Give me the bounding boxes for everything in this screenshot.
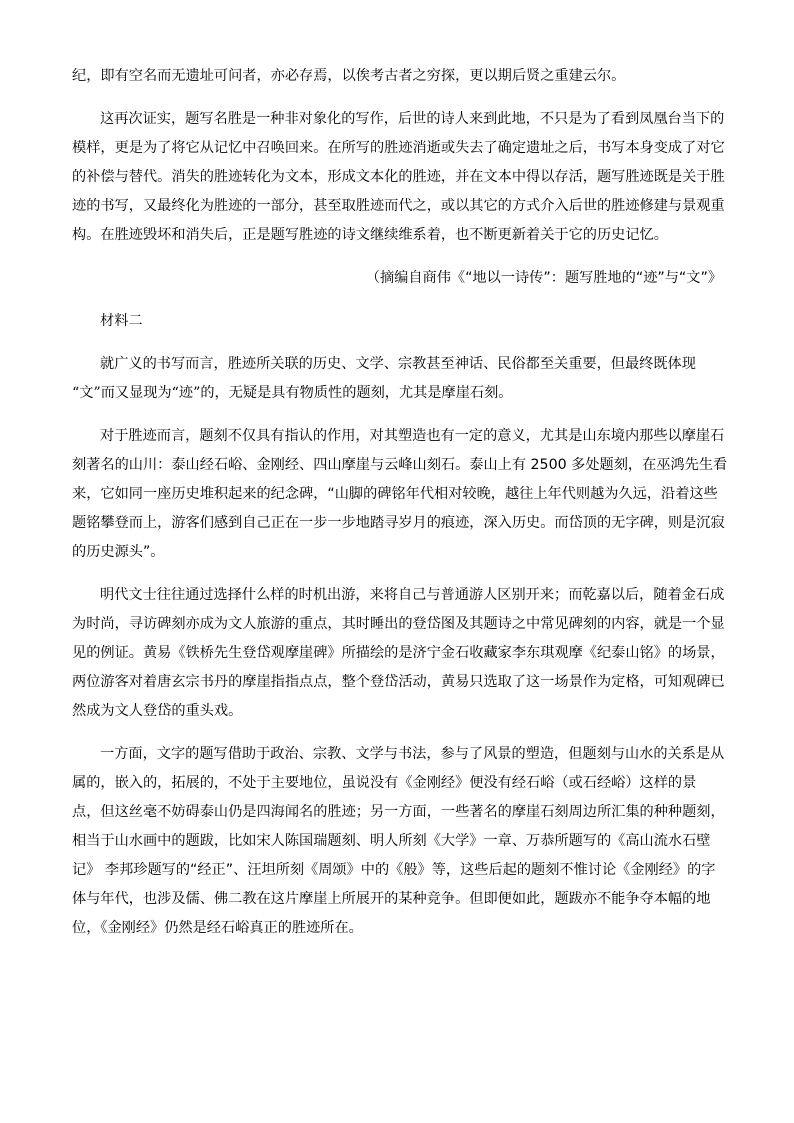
- text-line: 见的例证。黄易《铁桥先生登岱观摩崖碑》所描绘的是济宁金石收藏家李东琪观摩《纪泰山铭》的场景，: [72, 645, 725, 661]
- citation-line: （摘编自商伟《“地以一诗传”：题写胜地的“迹”与“文”》: [365, 270, 722, 286]
- text-line: 为时尚，寻访碑刻亦成为文人旅游的重点，其时睡出的登岱图及其题诗之中常见碑刻的内容，就是一个显: [72, 616, 725, 632]
- text-line: 纪，即有空名而无遗址可问者，亦必存焉，以俟考古者之穷探，更以期后贤之重建云尔。: [72, 68, 626, 84]
- text-line: “文”而又显现为“迹”的，无疑是具有物质性的题刻，尤其是摩崖石刻。: [72, 385, 513, 401]
- text-line: 体与年代，也涉及儒、佛二教在这片摩崖上所展开的某种竞争。但即便如此，题跋亦不能争夺本幅的地: [72, 891, 711, 907]
- document-page: [72, 62, 728, 943]
- text-line: 相当于山水画中的题跋，比如宋人陈国瑞题刻、明人所刻《大学》一章、万恭所题写的《高山流水石壁: [72, 833, 711, 849]
- paragraph-ming-scholars: [72, 581, 725, 726]
- paragraph-confirmation: [72, 105, 725, 250]
- text-line: 两位游客对着唐玄宗书丹的摩崖指指点点，整个登岱活动，黄易只选取了这一场景作为定格，可知观碑已: [72, 674, 725, 690]
- text-line: 构。在胜迹毁坏和消失后，正是题写胜迹的诗文继续维系着，也不断更新着关于它的历史记忆。: [72, 227, 668, 243]
- text-line: 迹的书写，又最终化为胜迹的一部分，甚至取胜迹而代之，或以其它的方式介入后世的胜迹修建与景观重: [72, 198, 725, 214]
- section-heading: [72, 307, 722, 336]
- paragraph-broad-writing: [72, 350, 722, 408]
- text-line: 这再次证实，题写名胜是一种非对象化的写作，后世的诗人来到此地，不只是为了看到凤凰台当下的: [100, 111, 725, 127]
- paragraph-inscriptions: [72, 422, 728, 567]
- text-line: 一方面，文字的题写借助于政治、宗教、文学与书法，参与了风景的塑造，但题刻与山水的关系是从: [100, 746, 725, 762]
- text-line: 的历史源头”。: [72, 544, 165, 560]
- text-line: 属的，嵌入的，拓展的，不处于主要地位，虽说没有《金刚经》便没有经石峪（或石经峪）这样的景: [72, 775, 697, 791]
- text-line: 位，《金刚经》仍然是经石峪真正的胜迹所在。: [72, 920, 363, 936]
- material-two-heading: 材料二: [100, 313, 143, 329]
- text-line: 点，但这丝毫不妨碍泰山仍是四海闻名的胜迹；另一方面，一些著名的摩崖石刻周边所汇集的种种题刻，: [72, 804, 725, 820]
- text-line: 就广义的书写而言，胜迹所关联的历史、文学、宗教甚至神话、民俗都至关重要，但最终既体现: [100, 356, 696, 372]
- text-line: 的补偿与替代。消失的胜迹转化为文本，形成文本化的胜迹，并在文本中得以存活，题写胜迹既是关于胜: [72, 169, 725, 185]
- text-line: 记》 李邦珍题写的“经正”、汪坦所刻《周颂》中的《般》等，这些后起的题刻不惟讨论《金刚经》的字: [72, 862, 716, 878]
- paragraph-continuation: [72, 62, 722, 91]
- text-line: 明代文士往往通过选择什么样的时机出游，来将自己与普通游人区别开来；而乾嘉以后，随着金石成: [100, 587, 725, 603]
- text-line: 刻著名的山川：泰山经石峪、金刚经、四山摩崖与云峰山刻石。泰山上有 2500 多处题刻，在巫鸿先生看: [72, 457, 728, 473]
- text-line: 对于胜迹而言，题刻不仅具有指认的作用，对其塑造也有一定的意义，尤其是山东境内那些以摩崖石: [100, 428, 725, 444]
- source-citation: [72, 264, 722, 293]
- text-line: 题铭攀登而上，游客们感到自己正在一步一步地踏寻岁月的痕迹，深入历史。而岱顶的无字碑，则是沉寂: [72, 515, 725, 531]
- text-line: 模样，更是为了将它从记忆中召唤回来。在所写的胜迹消逝或失去了确定遗址之后，书写本身变成了对它: [72, 140, 725, 156]
- text-line: 然成为文人登岱的重头戏。: [72, 703, 243, 719]
- paragraph-on-one-hand: [72, 740, 725, 943]
- text-line: 来，它如同一座历史堆积起来的纪念碑，“山脚的碑铭年代相对较晚，越往上年代则越为久远，沿着这些: [72, 486, 718, 502]
